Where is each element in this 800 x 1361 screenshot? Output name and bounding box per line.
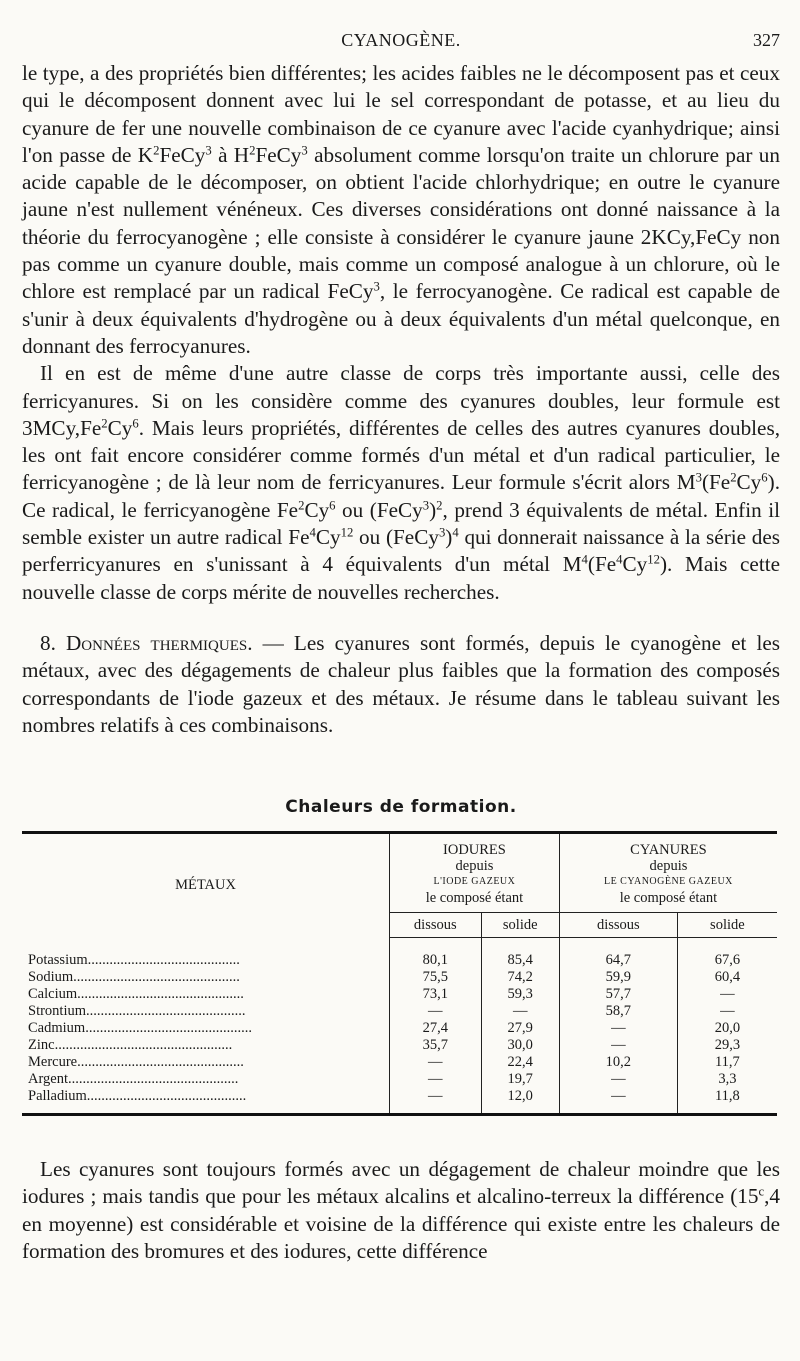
metal-name: Potassium.......................................... — [22, 938, 390, 970]
metal-name: Cadmium.............................................. — [22, 1020, 390, 1037]
table-row: Palladium............................................ — 12,0 — 11,8 — [22, 1088, 777, 1115]
table-title: Chaleurs de formation. — [285, 797, 517, 818]
subheader-cy-solide: solide — [677, 913, 777, 938]
header-metaux: MÉTAUX — [22, 833, 390, 938]
table-row: Strontium............................................ — — 58,7 — — [22, 1003, 777, 1020]
subheader-cy-dissous: dissous — [559, 913, 677, 938]
section-number: 8. — [40, 630, 56, 655]
paragraph-ferrocyanogen: le type, a des propriétés bien différentes; les acides faibles ne le décomposent pas et ceux qui le décomposent donnent avec lui le sel correspondant de potasse, et au lieu du cyanure de fer une nouvelle combinaison de ce cyanure avec l'acide cyanhydrique; ainsi l'on passe de $K^2FeCy^3$ à $H^2FeCy^3$ absolument comme lorsqu'on traite un chlorure par un acide capable de le décomposer, on obtient l'acide chlorhydrique; en outre le cyanure jaune n'est nullement vénéneux. Ces diverses considérations ont donné naissance à la théorie du ferrocyanogène ; elle consiste à considérer le cyanure jaune 2KCy,FeCy non pas comme un cyanure double, mais comme un composé analogue à un chlorure, où le chlore est remplacé par un radical FeCy$^3$, le ferrocyanogène. Ce radical est capable de s'unir à deux équivalents d'hydrogène ou à deux équivalents d'un métal quelconque, en donnant des ferrocyanures. — [22, 61, 780, 358]
table-row: Cadmium.............................................. 27,4 27,9 — 20,0 — [22, 1020, 777, 1037]
metal-name: Mercure.............................................. — [22, 1054, 390, 1071]
table-row: Argent............................................... — 19,7 — 3,3 — [22, 1071, 777, 1088]
metal-name: Palladium............................................ — [22, 1088, 390, 1115]
paragraph-ferricyanogen: Il en est de même d'une autre classe de corps très importante aussi, celle des ferricyanures. Si on les considère comme des cyanures doubles, leur formule est 3MCy,Fe$^2$Cy$^6$. Mais leurs propriétés, différentes de celles des autres cyanures doubles, les ont fait encore considérer comme formés d'un métal et d'un radical particulier, le ferricyanogène ; de là leur nom de ferricyanures. Leur formule s'écrit alors $M^3(Fe^2Cy^6)$. Ce radical, le ferricyanogène Fe$^2$Cy$^6$ ou (FeCy$^3$)$^2$, prend 3 équivalents de métal. Enfin il semble exister un autre radical Fe$^4$Cy$^{12}$ ou (FeCy$^3$)$^4$ qui donnerait naissance à la série des perferricyanures en s'unissant à 4 équivalents d'un métal $M^4(Fe^4Cy^{12})$. Mais cette nouvelle classe de corps mérite de nouvelles recherches. — [22, 361, 781, 604]
header-iodures: IODURES depuis L'IODE GAZEUX le composé étant — [425, 842, 524, 907]
running-header — [22, 0, 780, 60]
subheader-iod-solide: solide — [481, 913, 559, 938]
table-row: Zinc................................................. 35,7 30,0 — 29,3 — [22, 1037, 777, 1054]
heat-of-formation-table — [22, 831, 777, 1116]
page — [22, 0, 780, 1265]
section-heading: Données thermiques. — [65, 630, 253, 655]
metal-name: Strontium............................................ — [22, 1003, 390, 1020]
table-row: Sodium.............................................. 75,5 74,2 59,9 60,4 — [22, 969, 777, 986]
metal-name: Zinc................................................. — [22, 1037, 390, 1054]
metal-name: Sodium.............................................. — [22, 969, 390, 986]
running-title: CYANOGÈNE. — [341, 30, 461, 50]
subheader-iod-dissous: dissous — [390, 913, 482, 938]
table-row: Potassium.......................................... 80,1 85,4 64,7 67,6 — [22, 938, 777, 970]
table-row: Calcium.............................................. 73,1 59,3 57,7 — — [22, 986, 777, 1003]
metal-name: Argent............................................... — [22, 1071, 390, 1088]
section-8-paragraph: 8. Données thermiques. — Les cyanures sont formés, depuis le cyanogène et les métaux, avec des dégagements de chaleur plus faibles que la formation des composés correspondants de l'iode gazeux et des métaux. Je résume dans le tableau suivant les nombres relatifs à ces combinaisons. — [22, 630, 780, 737]
metal-name: Calcium.............................................. — [22, 986, 390, 1003]
paragraph-conclusion: Les cyanures sont toujours formés avec un dégagement de chaleur moindre que les iodures ; mais tandis que pour les métaux alcalins et alcalino-terreux la différence (15$^c$,4 en moyenne) est considérable et voisine de la différence qui existe entre les chaleurs de formation des bromures et des iodures, cette différence — [22, 1157, 780, 1264]
table-row: Mercure.............................................. — 22,4 10,2 11,7 — [22, 1054, 777, 1071]
header-cyanures: CYANURES depuis LE CYANOGÈNE GAZEUX le composé étant — [559, 833, 777, 913]
page-number: 327 — [753, 30, 780, 50]
